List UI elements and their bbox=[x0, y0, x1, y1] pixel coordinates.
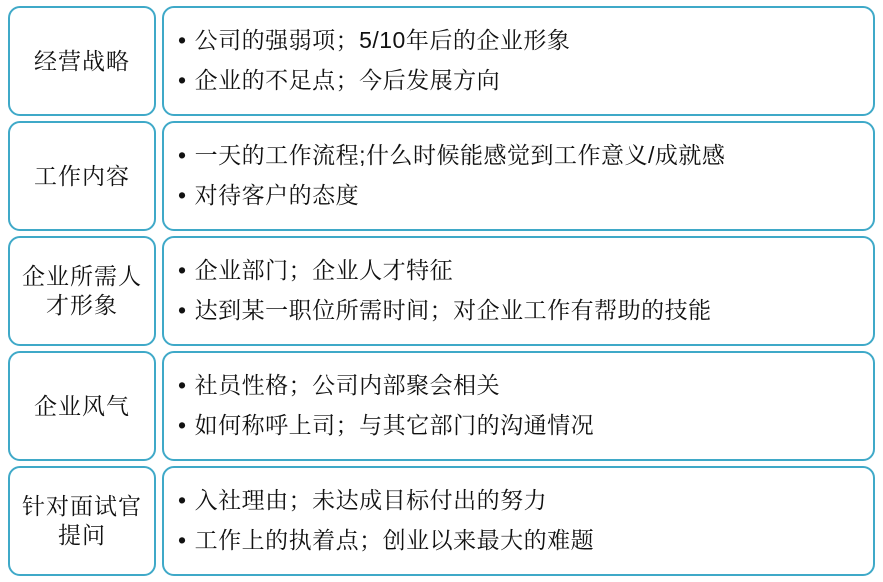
diagram-row bbox=[8, 6, 875, 116]
row-content-business-strategy bbox=[162, 6, 875, 116]
row-label-text: 经营战略 bbox=[34, 47, 130, 74]
bullet-item bbox=[178, 291, 863, 331]
bullet-dot-icon: • bbox=[178, 182, 187, 208]
row-content-talent-profile bbox=[162, 236, 875, 346]
diagram-row bbox=[8, 351, 875, 461]
bullet-dot-icon: • bbox=[178, 527, 187, 553]
bullet-item bbox=[178, 61, 863, 101]
row-label-talent-profile bbox=[8, 236, 156, 346]
row-label-text: 针对面试官提问 bbox=[22, 493, 142, 548]
bullet-dot-icon: • bbox=[178, 27, 187, 54]
bullet-dot-icon: • bbox=[178, 67, 187, 93]
bullet-text: 社员性格；公司内部聚会相关 bbox=[194, 372, 501, 399]
row-label-questions-for-interviewer bbox=[8, 466, 156, 576]
row-label-business-strategy bbox=[8, 6, 156, 116]
row-label-job-content bbox=[8, 121, 156, 231]
bullet-text: 一天的工作流程;什么时候能感觉到工作意义/成就感 bbox=[194, 142, 726, 169]
bullet-text: 入社理由；未达成目标付出的努力 bbox=[194, 487, 548, 514]
diagram-row bbox=[8, 236, 875, 346]
bullet-text: 如何称呼上司；与其它部门的沟通情况 bbox=[194, 412, 595, 438]
bullet-item bbox=[178, 406, 863, 446]
bullet-item bbox=[178, 21, 863, 61]
row-label-text: 企业所需人才形象 bbox=[22, 263, 142, 318]
row-label-text: 工作内容 bbox=[34, 162, 130, 189]
bullet-text: 工作上的执着点；创业以来最大的难题 bbox=[194, 527, 595, 553]
bullet-item bbox=[178, 136, 863, 176]
bullet-text: 达到某一职位所需时间；对企业工作有帮助的技能 bbox=[194, 297, 712, 323]
bullet-dot-icon: • bbox=[178, 412, 187, 438]
bullet-text: 公司的强弱项；5/10年后的企业形象 bbox=[194, 27, 571, 54]
bullet-dot-icon: • bbox=[178, 487, 187, 514]
bullet-text: 对待客户的态度 bbox=[194, 182, 360, 208]
row-content-job-content bbox=[162, 121, 875, 231]
bullet-text: 企业部门；企业人才特征 bbox=[194, 257, 454, 284]
bullet-dot-icon: • bbox=[178, 297, 187, 323]
row-content-questions-for-interviewer bbox=[162, 466, 875, 576]
bullet-dot-icon: • bbox=[178, 142, 187, 169]
bullet-dot-icon: • bbox=[178, 257, 187, 284]
row-content-company-culture bbox=[162, 351, 875, 461]
bullet-item bbox=[178, 176, 863, 216]
row-label-text: 企业风气 bbox=[34, 392, 130, 419]
diagram-row bbox=[8, 121, 875, 231]
bullet-item bbox=[178, 251, 863, 291]
bullet-item bbox=[178, 366, 863, 406]
bullet-item bbox=[178, 481, 863, 521]
diagram-row bbox=[8, 466, 875, 576]
bullet-dot-icon: • bbox=[178, 372, 187, 399]
row-label-company-culture bbox=[8, 351, 156, 461]
bullet-item bbox=[178, 521, 863, 561]
bullet-text: 企业的不足点；今后发展方向 bbox=[194, 67, 501, 93]
